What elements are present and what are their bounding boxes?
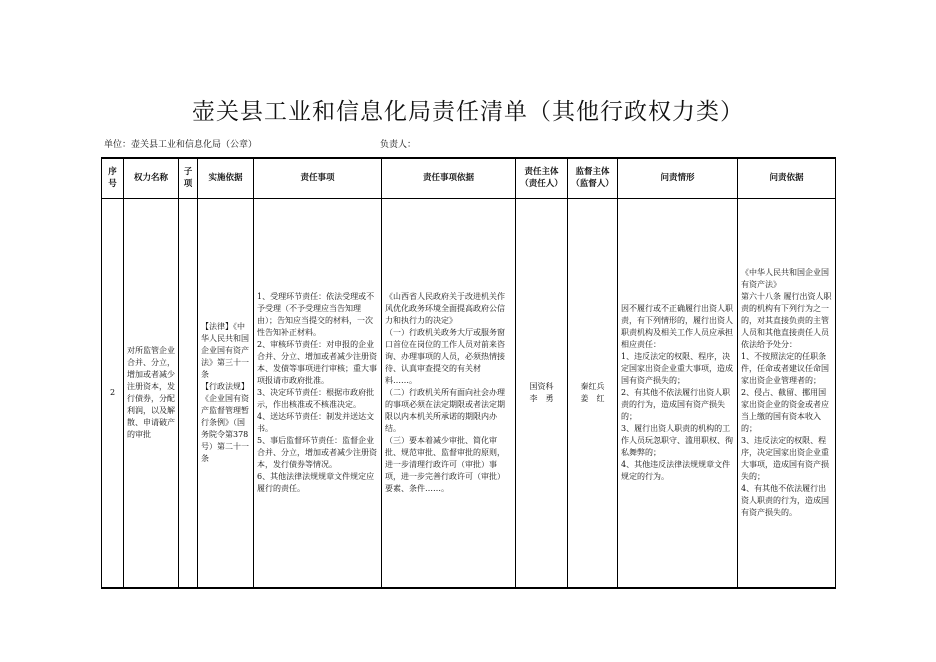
header-accountability-basis: 问责依据: [738, 158, 836, 198]
page-title: 壶关县工业和信息化局责任清单（其他行政权力类）: [192, 99, 744, 125]
header-seq: 序号: [102, 158, 124, 198]
cell-sub-item: [179, 198, 198, 588]
header-duty-basis: 责任事项依据: [382, 158, 516, 198]
cell-accountability-basis: 《中华人民共和国企业国有资产法》 第六十八条 履行出资人职责的机构有下列行为之一的，对其直接负责的主管人员和其他直接责任人员依法给予处分： 1、不按照法定的任职条件，任命或者建议任命国家出资企业管理者的； 2、侵占、截留、挪用国家出资企业的资金或者应当上缴的国有资本收入的； 3、违反法定的权限、程序，决定国家出资企业重大事项，造成国有资产损失的； 4、有其他不依法履行出资人职责的行为，造成国有资产损失的。: [738, 198, 836, 588]
responsible-label: 负责人：: [380, 140, 417, 150]
header-row: [102, 158, 836, 198]
cell-supervisor: 秦红兵 姜 红: [568, 198, 618, 588]
header-power-name: 权力名称: [124, 158, 179, 198]
unit-label: 单位：壶关县工业和信息化局（公章）: [104, 140, 258, 150]
cell-duties: 1、受理环节责任：依法受理或不予受理（不予受理应当告知理由）；告知应当提交的材料，一次性告知补正材料。 2、审核环节责任：对申报的企业合并、分立、增加或者减少注册资本、发债等事项进行审核；重大事项报请市政府批准。 3、决定环节责任：根据市政府批示，作出核准或不核准决定。 4、送达环节责任：制发并送达文书。 5、事后监督环节责任：监督企业合并、分立，增加或者减少注册资本，发行债券等情况。 6、其他法律法规规章文件规定应履行的责任。: [254, 198, 382, 588]
cell-basis: 【法律】《中华人民共和国企业国有资产法》第三十一条 【行政法规】《企业国有资产监督管理暂行条例》（国务院令第378号）第二十一条: [198, 198, 254, 588]
cell-subject: 国资科 李 勇: [516, 198, 568, 588]
cell-seq: 2: [102, 198, 124, 588]
header-sub-item: 子项: [179, 158, 198, 198]
header-subject: 责任主体（责任人）: [516, 158, 568, 198]
responsibility-table: [101, 157, 836, 589]
cell-power-name: 对所监管企业合并、分立，增加或者减少注册资本，发行债券，分配利润，以及解散、申请破产的审批: [124, 198, 179, 588]
cell-duty-basis: 《山西省人民政府关于改进机关作风优化政务环境全面提高政府公信力和执行力的决定》 （一）行政机关政务大厅或服务窗口首位在岗位的工作人员对前来咨询、办理事项的人员，必须热情接待、认真审查提交的有关材料……。 （二）行政机关所有面向社会办理的事项必须在法定期限或者法定期限以内本机关所承诺的期限内办结。 （三）要本着减少审批、简化审批、规范审批、监督审批的原则，进一步清理行政许可（审批）事项，进一步完善行政许可（审批）要素、条件……。: [382, 198, 516, 588]
header-supervisor: 监督主体（监督人）: [568, 158, 618, 198]
cell-accountability: 因不履行或不正确履行出资人职责，有下列情形的，履行出资人职责机构及相关工作人员应承担相应责任： 1、违反法定的权限、程序，决定国家出资企业重大事项，造成国有资产损失的； 2、有其他不依法履行出资人职责的行为，造成国有资产损失的； 3、履行出资人职责的机构的工作人员玩忽职守、滥用职权、徇私舞弊的； 4、其他违反法律法规规章文件规定的行为。: [618, 198, 738, 588]
header-duties: 责任事项: [254, 158, 382, 198]
table-row: [102, 198, 836, 588]
header-basis: 实施依据: [198, 158, 254, 198]
header-accountability: 问责情形: [618, 158, 738, 198]
